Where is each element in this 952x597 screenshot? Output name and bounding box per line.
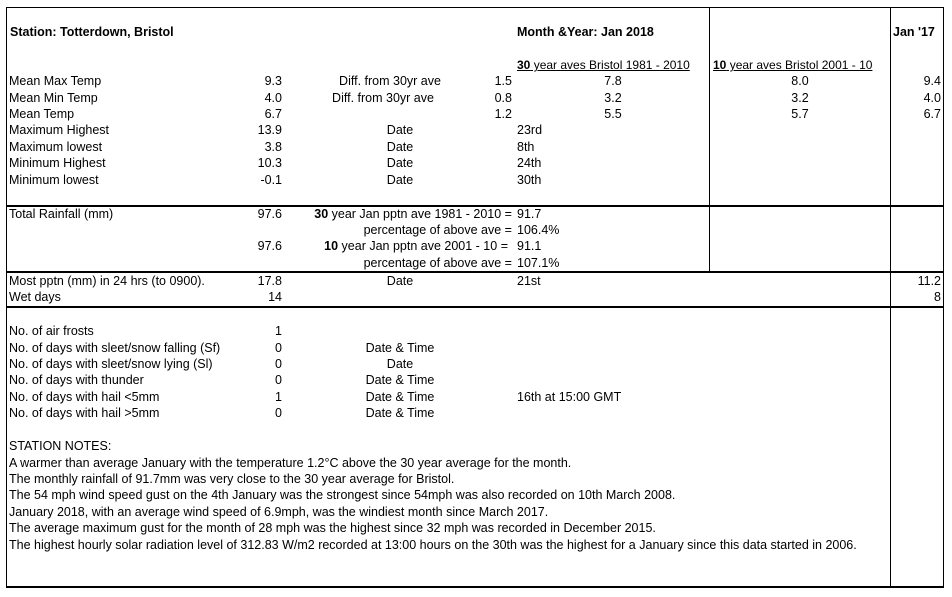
row-label: No. of air frosts — [9, 324, 94, 338]
border-right — [943, 7, 944, 588]
row-mid: Date & Time — [365, 390, 435, 404]
row-ave10: 5.7 — [791, 107, 809, 121]
row-date: 30th — [517, 173, 542, 187]
row-label: No. of days with sleet/snow lying (Sl) — [9, 357, 213, 371]
row-value: 0 — [275, 373, 282, 387]
ave30-header-num: 30 — [517, 58, 531, 72]
row-mid: Date & Time — [365, 373, 435, 387]
note-line: The monthly rainfall of 91.7mm was very close to the 30 year average for Bristol. — [9, 472, 455, 486]
row-label: Mean Max Temp — [9, 74, 102, 88]
row-value: 1 — [275, 390, 282, 404]
row-value: 6.7 — [264, 107, 282, 121]
row-mid: Date — [386, 156, 414, 170]
most-pptn-value: 17.8 — [257, 274, 282, 288]
most-pptn-mid: Date — [386, 274, 414, 288]
row-label: No. of days with thunder — [9, 373, 144, 387]
rainfall-ave30-num: 30 — [314, 207, 329, 221]
row-value: 0 — [275, 357, 282, 371]
most-pptn-date: 21st — [517, 274, 541, 288]
note-line: The average maximum gust for the month of 28 mph was the highest since 32 mph was recorded in December 2015. — [9, 521, 656, 535]
row-prev: 9.4 — [923, 74, 941, 88]
divider-prev-year-left — [890, 7, 891, 588]
border-bottom — [6, 586, 943, 588]
note-line: January 2018, with an average wind speed of 6.9mph, was the windiest month since March 2017. — [9, 505, 549, 519]
most-pptn-label: Most pptn (mm) in 24 hrs (to 0900). — [9, 274, 205, 288]
row-ave10: 8.0 — [791, 74, 809, 88]
row-mid: Date — [386, 123, 414, 137]
row-label: Minimum lowest — [9, 173, 99, 187]
row-label: Minimum Highest — [9, 156, 106, 170]
ave30-header — [517, 57, 690, 73]
rainfall-pct2-text: percentage of above ave = — [363, 256, 512, 270]
row-label: No. of days with hail <5mm — [9, 390, 160, 404]
ave30-header-label: year aves Bristol 1981 - 2010 — [530, 58, 690, 72]
note-line: The 54 mph wind speed gust on the 4th January was the strongest since 54mph was also recorded on 10th March 2008. — [9, 488, 676, 502]
row-mid: Diff. from 30yr ave — [332, 91, 434, 105]
row-diff: 1.2 — [494, 107, 512, 121]
row-mid: Date — [386, 173, 414, 187]
row-prev: 4.0 — [923, 91, 941, 105]
row-label: No. of days with hail >5mm — [9, 406, 160, 420]
ave10-header-label: year aves Bristol 2001 - 10 — [726, 58, 873, 72]
row-value: 10.3 — [257, 156, 282, 170]
row-ave30: 5.5 — [604, 107, 622, 121]
rainfall-ave10-value: 91.1 — [517, 239, 542, 253]
row-ave30: 7.8 — [604, 74, 622, 88]
row-date: 23rd — [517, 123, 543, 137]
station-title: Station: Totterdown, Bristol — [10, 25, 174, 39]
row-value: 1 — [275, 324, 282, 338]
row-value: 0 — [275, 341, 282, 355]
separator-after-wet-days — [6, 306, 943, 308]
rainfall-pct1-value: 106.4% — [517, 223, 560, 237]
row-value: -0.1 — [260, 173, 282, 187]
rainfall-pct1-text: percentage of above ave = — [363, 223, 512, 237]
rainfall-value-2: 97.6 — [257, 239, 282, 253]
row-ave10: 3.2 — [791, 91, 809, 105]
row-date: 24th — [517, 156, 542, 170]
row-diff: 1.5 — [494, 74, 512, 88]
rainfall-value-1: 97.6 — [257, 207, 282, 221]
rainfall-ave30-text — [296, 206, 512, 222]
rainfall-ave10-label: year Jan pptn ave 2001 - 10 = — [338, 239, 508, 253]
row-note: 16th at 15:00 GMT — [517, 390, 622, 404]
border-left — [6, 7, 7, 588]
border-top — [6, 7, 943, 8]
row-value: 0 — [275, 406, 282, 420]
row-value: 13.9 — [257, 123, 282, 137]
row-ave30: 3.2 — [604, 91, 622, 105]
month-year-title: Month &Year: Jan 2018 — [517, 25, 654, 39]
rainfall-ave30-value: 91.7 — [517, 207, 542, 221]
prev-year-title: Jan '17 — [893, 25, 935, 39]
row-mid: Date & Time — [365, 341, 435, 355]
row-mid: Diff. from 30yr ave — [339, 74, 441, 88]
wet-days-value: 14 — [268, 290, 282, 304]
row-value: 9.3 — [264, 74, 282, 88]
rainfall-pct2-value: 107.1% — [517, 256, 560, 270]
row-mid: Date — [386, 140, 414, 154]
ave10-header-num: 10 — [713, 58, 727, 72]
notes-title: STATION NOTES: — [9, 439, 112, 453]
rainfall-ave30-label: year Jan pptn ave 1981 - 2010 = — [328, 207, 512, 221]
most-pptn-prev: 11.2 — [917, 274, 941, 288]
note-line: A warmer than average January with the temperature 1.2°C above the 30 year average for the month. — [9, 456, 572, 470]
row-mid: Date — [386, 357, 414, 371]
row-label: No. of days with sleet/snow falling (Sf) — [9, 341, 221, 355]
rainfall-label: Total Rainfall (mm) — [9, 207, 114, 221]
ave10-header — [713, 57, 872, 73]
row-label: Mean Min Temp — [9, 91, 98, 105]
row-prev: 6.7 — [923, 107, 941, 121]
wet-days-label: Wet days — [9, 290, 61, 304]
row-value: 4.0 — [264, 91, 282, 105]
rainfall-ave10-text — [296, 238, 508, 254]
row-mid: Date & Time — [365, 406, 435, 420]
row-value: 3.8 — [264, 140, 282, 154]
row-label: Maximum Highest — [9, 123, 110, 137]
rainfall-ave10-num: 10 — [324, 239, 339, 253]
row-date: 8th — [517, 140, 535, 154]
note-line: The highest hourly solar radiation level of 312.83 W/m2 recorded at 13:00 hours on the 30th was the highest for a January since this data started in 2006. — [9, 538, 857, 552]
row-diff: 0.8 — [494, 91, 512, 105]
row-label: Mean Temp — [9, 107, 75, 121]
divider-ave10-left — [709, 7, 710, 272]
row-label: Maximum lowest — [9, 140, 103, 154]
wet-days-prev: 8 — [934, 290, 941, 304]
